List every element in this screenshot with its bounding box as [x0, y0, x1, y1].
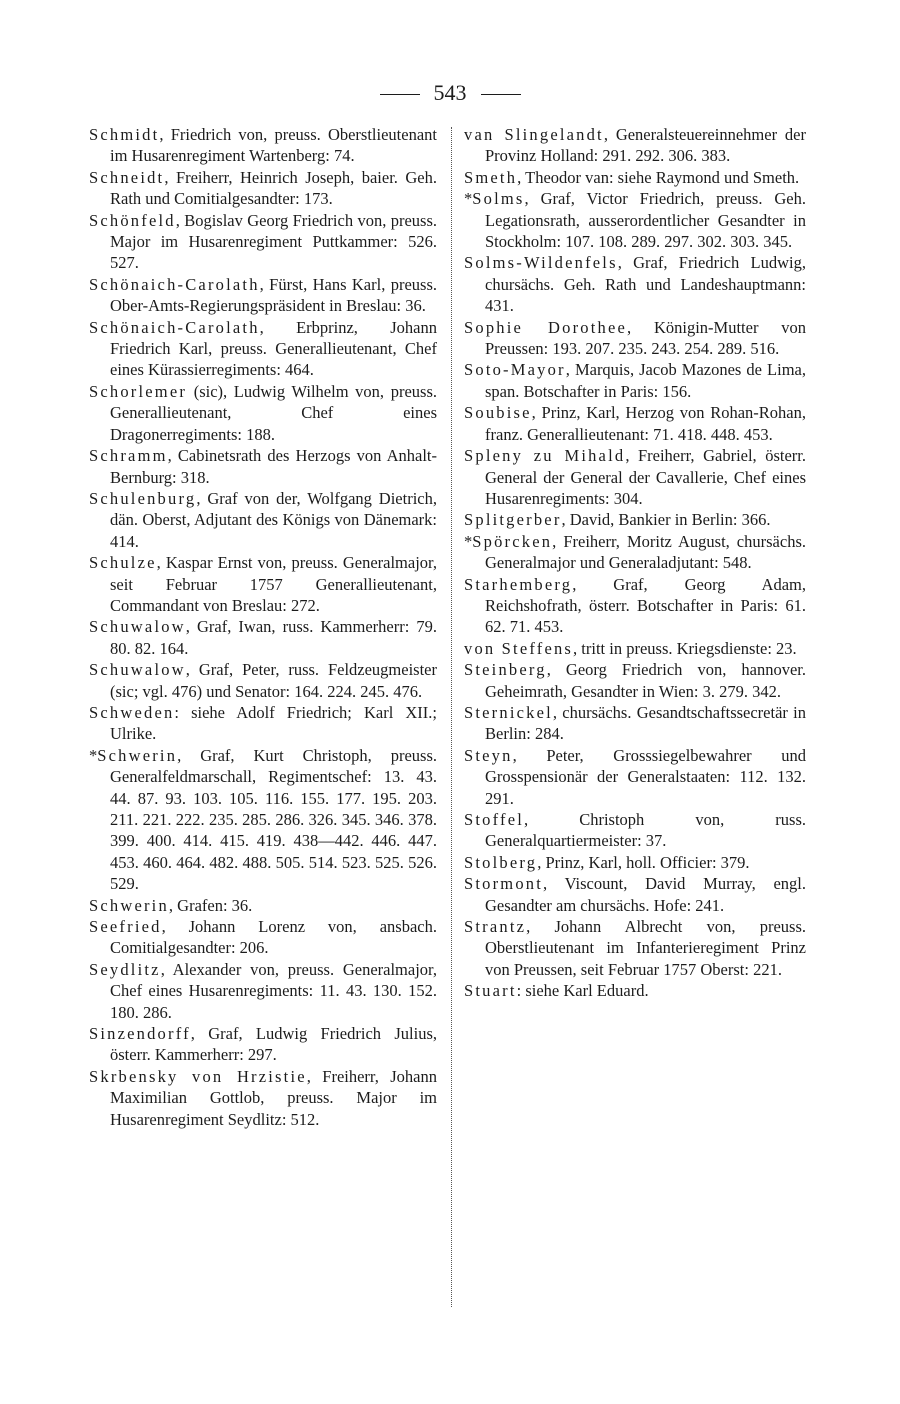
- entry-text: , Graf, Iwan, russ. Kammerherr: 79. 80. 82. 164.: [110, 617, 437, 658]
- left-dash: [380, 94, 420, 95]
- entry-text: , Königin-Mutter von Preussen: 193. 207. 235. 243. 254. 289. 516.: [485, 317, 806, 359]
- entry-star: *: [464, 531, 473, 551]
- index-entry: [464, 873, 806, 916]
- entry-name: Steyn: [464, 745, 513, 765]
- entry-name: von Steffens: [464, 638, 574, 658]
- index-entry: [89, 167, 437, 210]
- entry-text: , Graf, Ludwig Friedrich Julius, österr. Kammerherr: 297.: [110, 1024, 437, 1065]
- entry-name: Spleny zu Mihald: [464, 446, 626, 466]
- entry-text: , Graf, Kurt Christoph, preuss. Generalfeldmarschall, Regimentschef: 13. 43. 44. 87. 93. 103. 105. 116. 155. 177. 195. 203. 211. 221. 222. 235. 285. 286. 326. 345. 346. 378. 399. 400. 414. 415. 419. 438—442. 446. 447. 453. 460. 464. 482. 488. 505. 514. 523. 525. 526. 529.: [110, 745, 437, 894]
- entry-name: Soubise: [464, 403, 532, 423]
- entry-name: Schwerin: [89, 895, 169, 915]
- entry-text: , Graf, Friedrich Ludwig, chursächs. Geh. Rath und Landeshauptmann: 431.: [485, 253, 806, 316]
- index-entry: [89, 124, 437, 167]
- entry-text: , Prinz, Karl, holl. Officier: 379.: [537, 852, 750, 872]
- index-entry: [89, 317, 437, 381]
- entry-name: Splitgerber: [464, 510, 562, 530]
- entry-name: Schwerin: [97, 745, 178, 765]
- entry-name: Soto-Mayor: [464, 360, 566, 380]
- entry-text: , Graf von der, Wolfgang Dietrich, dän. Oberst, Adjutant des Königs von Dänemark: 414.: [110, 488, 437, 551]
- entry-name: Stoffel: [464, 810, 525, 829]
- index-entry: [89, 745, 437, 895]
- index-entry: [464, 702, 806, 745]
- entry-name: Stormont: [464, 874, 544, 894]
- entry-name: Schweden: [89, 702, 175, 722]
- entry-name: Schönfeld: [89, 210, 176, 230]
- index-entry: [464, 638, 806, 659]
- entry-name: Sinzendorff: [89, 1024, 191, 1044]
- entry-name: Sophie Dorothee: [464, 317, 628, 337]
- index-entry: [464, 531, 806, 574]
- entry-name: Schorlemer: [89, 381, 188, 401]
- entry-text: , Generalsteuereinnehmer der Provinz Holland: 291. 292. 306. 383.: [485, 125, 806, 166]
- index-entry: [89, 616, 437, 659]
- entry-name: Schönaich-Carolath: [89, 317, 260, 337]
- entry-name: Starhemberg: [464, 574, 573, 594]
- entry-name: Schulze: [89, 553, 157, 573]
- entry-name: Strantz: [464, 917, 527, 937]
- entry-name: Spörcken: [472, 531, 553, 551]
- index-entry: [464, 317, 806, 360]
- index-entry: [464, 574, 806, 638]
- index-column-left: [89, 124, 437, 1130]
- entry-name: Steinberg: [464, 660, 547, 680]
- index-entry: [464, 916, 806, 980]
- entry-text: , Fürst, Hans Karl, preuss. Ober-Amts-Regierungspräsident in Breslau: 36.: [110, 274, 437, 316]
- entry-name: Stuart: [464, 981, 517, 1001]
- index-entry: [89, 895, 437, 916]
- entry-text: , chursächs. Gesandtschaftssecretär in Berlin: 284.: [485, 702, 806, 744]
- entry-text: , Theodor van: siehe Raymond und Smeth.: [517, 167, 800, 187]
- entry-text: , Erbprinz, Johann Friedrich Karl, preuss. Generallieutenant, Chef eines Kürassierregiments: 464.: [110, 317, 437, 380]
- entry-name: Schulenburg: [89, 488, 197, 508]
- entry-text: : siehe Karl Eduard.: [516, 981, 649, 1001]
- entry-text: , Viscount, David Murray, engl. Gesandter am chursächs. Hofe: 241.: [485, 874, 806, 915]
- entry-text: , Kaspar Ernst von, preuss. Generalmajor, seit Februar 1757 Generallieutenant, Commandant von Breslau: 272.: [110, 553, 437, 615]
- entry-text: , Freiherr, Gabriel, österr. General der General der Cavallerie, Chef eines Husarenregiments: 304.: [485, 446, 806, 508]
- entry-name: Seydlitz: [89, 959, 161, 979]
- entry-name: Schuwalow: [89, 660, 186, 680]
- index-entry: [89, 702, 437, 745]
- index-entry: [89, 274, 437, 317]
- page-number: [0, 78, 900, 108]
- column-divider: [451, 127, 452, 1307]
- index-entry: [89, 1023, 437, 1066]
- entry-star: *: [464, 189, 473, 209]
- index-entry: [89, 659, 437, 702]
- right-dash: [481, 94, 521, 95]
- index-entry: [464, 852, 806, 873]
- entry-text: , Prinz, Karl, Herzog von Rohan-Rohan, franz. Generallieutenant: 71. 418. 448. 453.: [485, 403, 806, 444]
- entry-text: , Johann Albrecht von, preuss. Oberstlieutenant im Infanterieregiment Prinz von Preussen, seit Februar 1757 Oberst: 221.: [485, 917, 806, 979]
- entry-text: , Graf, Georg Adam, Reichshofrath, österr. Botschafter in Paris: 61. 62. 71. 453.: [485, 574, 806, 637]
- index-entry: [464, 359, 806, 402]
- entry-name: Schönaich-Carolath: [89, 274, 260, 294]
- entry-text: , Peter, Grosssiegelbewahrer und Grosspensionär der Generalstaaten: 112. 132. 291.: [485, 745, 806, 808]
- entry-name: Seefried: [89, 917, 162, 937]
- entry-text: , Alexander von, preuss. Generalmajor, Chef eines Husarenregiments: 11. 43. 130. 152. 180. 286.: [110, 959, 437, 1022]
- index-entry: [464, 659, 806, 702]
- entry-text: , Graf, Victor Friedrich, preuss. Geh. Legationsrath, ausserordentlicher Gesandter in Stockholm: 107. 108. 289. 297. 302. 303. 345.: [485, 189, 806, 252]
- entry-name: Solms-Wildenfels: [464, 253, 618, 273]
- entry-name: Sternickel: [464, 702, 553, 722]
- page-number-text: 543: [433, 80, 467, 105]
- index-entry: [89, 445, 437, 488]
- index-entry: [89, 916, 437, 959]
- entry-name: Schmidt: [89, 125, 160, 144]
- entry-text: , Freiherr, Moritz August, chursächs. Generalmajor und Generaladjutant: 548.: [485, 531, 806, 573]
- index-entry: [464, 124, 806, 167]
- entry-text: , Marquis, Jacob Mazones de Lima, span. Botschafter in Paris: 156.: [485, 360, 806, 401]
- entry-name: Skrbensky von Hrzistie: [89, 1066, 307, 1086]
- index-entry: [89, 381, 437, 445]
- index-entry: [464, 402, 806, 445]
- entry-text: , David, Bankier in Berlin: 366.: [561, 510, 771, 530]
- entry-text: , Christoph von, russ. Generalquartiermeister: 37.: [485, 810, 806, 851]
- entry-text: , Cabinetsrath des Herzogs von Anhalt-Bernburg: 318.: [110, 446, 437, 487]
- entry-name: Schramm: [89, 446, 168, 466]
- index-entry: [89, 959, 437, 1023]
- entry-name: Smeth: [464, 167, 518, 187]
- entry-text: , Georg Friedrich von, hannover. Geheimrath, Gesandter in Wien: 3. 279. 342.: [485, 660, 806, 701]
- index-entry: [464, 252, 806, 316]
- entry-star: *: [89, 745, 98, 765]
- index-entry: [464, 167, 806, 188]
- index-entry: [464, 980, 806, 1001]
- index-entry: [464, 445, 806, 509]
- entry-text: (sic), Ludwig Wilhelm von, preuss. Generallieutenant, Chef eines Dragonerregiments: 188.: [110, 381, 437, 444]
- index-entry: [464, 809, 806, 852]
- index-entry: [464, 745, 806, 809]
- entry-name: Solms: [472, 189, 525, 209]
- entry-name: van Slingelandt: [464, 125, 604, 144]
- index-column-right: [464, 124, 806, 1002]
- index-entry: [89, 488, 437, 552]
- entry-text: , Bogislav Georg Friedrich von, preuss. Major im Husarenregiment Puttkammer: 526. 527.: [110, 210, 437, 273]
- entry-name: Schuwalow: [89, 617, 186, 637]
- index-entry: [89, 1066, 437, 1130]
- index-entry: [464, 188, 806, 252]
- entry-name: Stolberg: [464, 852, 538, 872]
- entry-text: , tritt in preuss. Kriegsdienste: 23.: [573, 638, 797, 658]
- entry-text: , Freiherr, Heinrich Joseph, baier. Geh. Rath und Comitialgesandter: 173.: [110, 167, 437, 209]
- index-entry: [89, 552, 437, 616]
- index-entry: [464, 509, 806, 530]
- entry-text: , Johann Lorenz von, ansbach. Comitialgesandter: 206.: [110, 917, 437, 958]
- index-entry: [89, 210, 437, 274]
- entry-text: , Freiherr, Johann Maximilian Gottlob, preuss. Major im Husarenregiment Seydlitz: 512.: [110, 1066, 437, 1129]
- entry-name: Schneidt: [89, 167, 165, 187]
- entry-text: , Graf, Peter, russ. Feldzeugmeister (sic; vgl. 476) und Senator: 164. 224. 245. 476.: [110, 660, 437, 701]
- entry-text: : siehe Adolf Friedrich; Karl XII.; Ulrike.: [110, 702, 437, 744]
- entry-text: , Grafen: 36.: [168, 895, 253, 915]
- entry-text: , Friedrich von, preuss. Oberstlieutenant im Husarenregiment Wartenberg: 74.: [110, 125, 437, 166]
